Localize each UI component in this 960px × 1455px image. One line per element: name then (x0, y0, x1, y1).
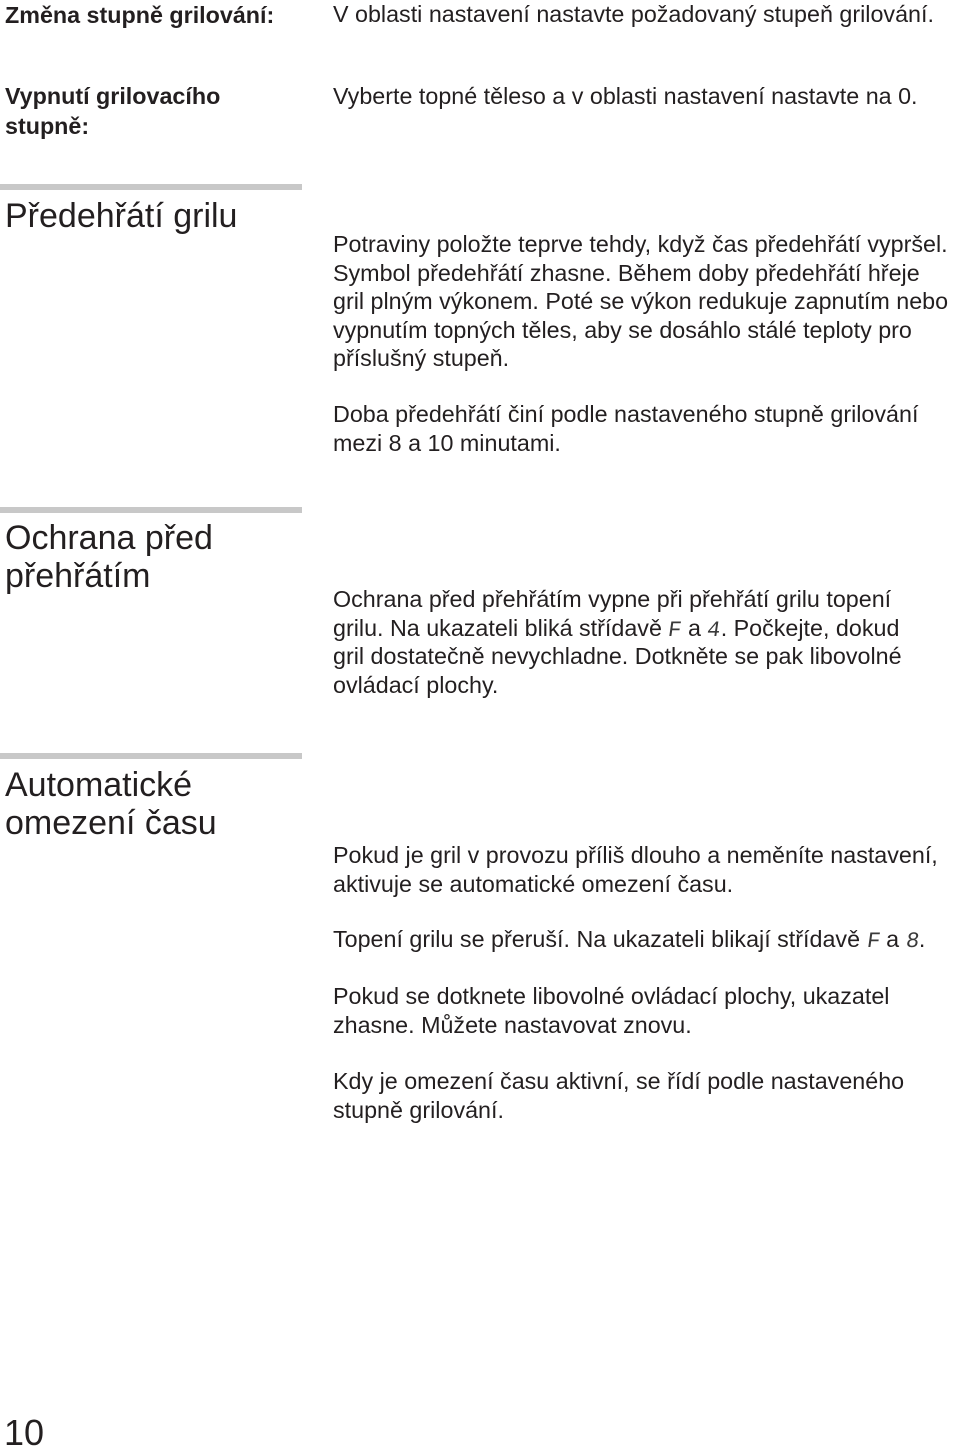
display-symbol-4: 4 (705, 617, 723, 643)
text-line: příslušný stupeň. (333, 345, 510, 371)
text-line: stupně grilování. (333, 1096, 504, 1123)
text-line: vypnutím topných těles, aby se dosáhlo stálé teploty pro (333, 316, 912, 343)
text-fragment: . (918, 926, 926, 952)
setting-text-change-grill-level (333, 0, 934, 29)
label-line: Vypnutí grilovacího (5, 83, 221, 109)
text-line: gril dostatečně nevychladne. Dotkněte se pak libovolné (333, 643, 902, 669)
section-divider (0, 507, 302, 513)
paragraph (333, 230, 948, 373)
section-heading-overheat-protection (5, 519, 213, 595)
text-line: Ochrana před přehřátím vypne při přehřátí grilu topení (333, 586, 892, 612)
text-line: aktivuje se automatické omezení času. (333, 870, 734, 897)
setting-label-turn-off-grill-level (5, 81, 220, 141)
heading-line: přehřátím (5, 557, 151, 595)
paragraph (333, 841, 938, 898)
text-line: Potraviny položte teprve tehdy, když čas předehřátí vypršel. (333, 231, 948, 257)
section-heading-preheat (5, 197, 237, 235)
heading-line: omezení času (5, 804, 217, 842)
text-fragment: . Počkejte, dokud (720, 614, 900, 641)
text-line: Doba předehřátí činí podle nastaveného stupně grilování (333, 401, 919, 427)
text-line: Pokud je gril v provozu příliš dlouho a neměníte nastavení, (333, 842, 938, 868)
text-line: gril plným výkonem. Poté se výkon redukuje zapnutím nebo (333, 288, 949, 314)
heading-line: Ochrana před (5, 519, 213, 557)
display-symbol-f: F (666, 617, 684, 643)
paragraph (333, 400, 918, 457)
setting-label-change-grill-level (5, 0, 274, 30)
setting-text-turn-off-grill-level (333, 82, 918, 111)
text-line: mezi 8 a 10 minutami. (333, 429, 561, 456)
text-line: Vyberte topné těleso a v oblasti nastavení nastavte na 0. (333, 83, 918, 109)
display-symbol-8: 8 (903, 929, 921, 954)
heading-line: Předehřátí grilu (5, 197, 238, 235)
paragraph (333, 585, 902, 699)
section-divider (0, 184, 302, 190)
section-heading-automatic-time-limit (5, 766, 217, 842)
page-number: 10 (4, 1412, 45, 1453)
label-line: stupně: (5, 113, 90, 139)
section-divider (0, 753, 302, 759)
paragraph (333, 1067, 904, 1124)
text-fragment: Topení grilu se přeruší. Na ukazateli blikají střídavě (333, 926, 867, 952)
display-symbol-f: F (864, 929, 882, 954)
text-line: V oblasti nastavení nastavte požadovaný stupeň grilování. (333, 1, 934, 27)
text-fragment: grilu. Na ukazateli bliká střídavě (333, 614, 669, 641)
label-line: Změna stupně grilování: (5, 2, 275, 28)
text-line: zhasne. Můžete nastavovat znovu. (333, 1011, 692, 1038)
text-fragment: a (879, 926, 906, 952)
text-fragment: a (681, 614, 708, 641)
paragraph (333, 982, 889, 1039)
text-line: Symbol předehřátí zhasne. Během doby předehřátí hřeje (333, 259, 920, 286)
text-line: Kdy je omezení času aktivní, se řídí podle nastaveného (333, 1068, 905, 1094)
text-line: ovládací plochy. (333, 671, 499, 698)
text-line: Pokud se dotknete libovolné ovládací plochy, ukazatel (333, 983, 890, 1009)
text-line (333, 614, 902, 643)
paragraph (333, 925, 925, 954)
text-line (333, 925, 925, 954)
heading-line: Automatické (5, 766, 193, 804)
